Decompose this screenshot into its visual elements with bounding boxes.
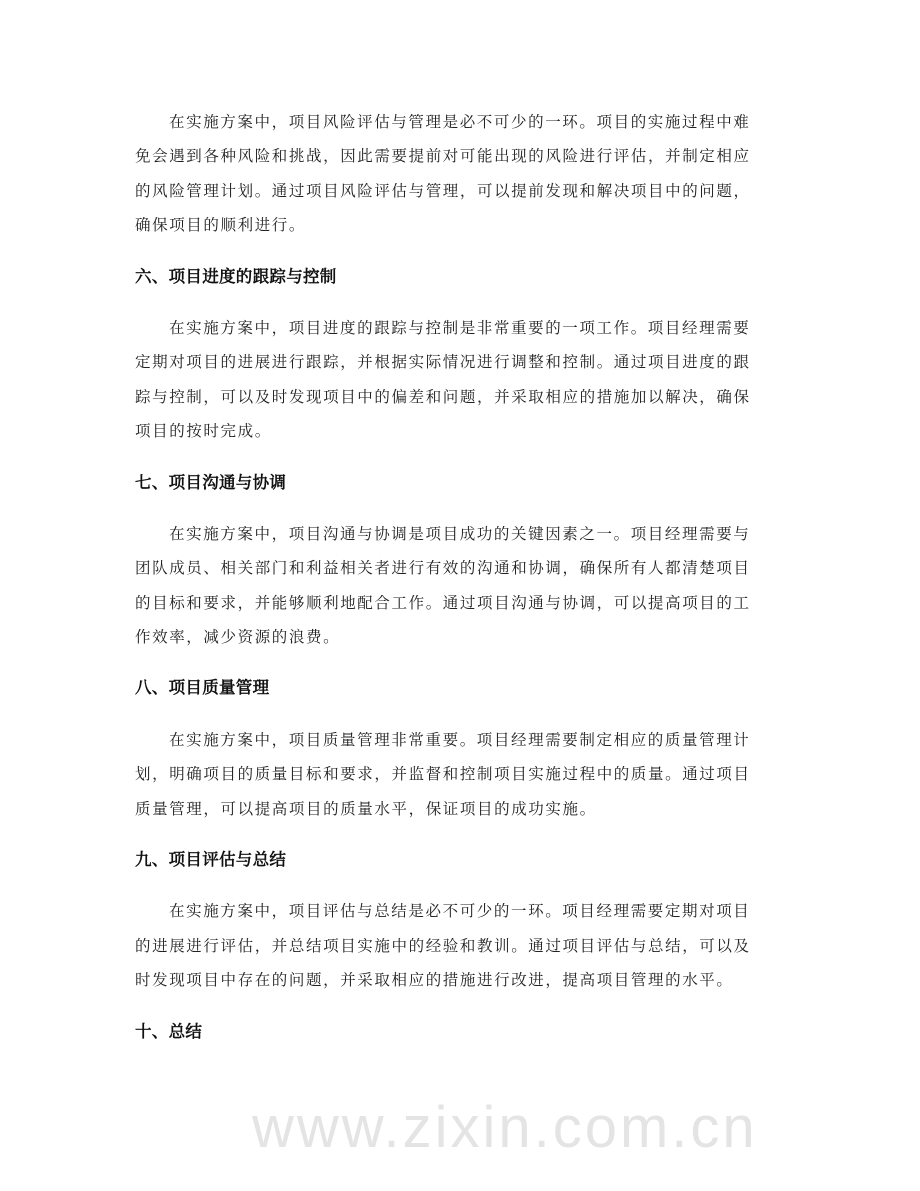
paragraph-line: 在实施方案中，项目质量管理非常重要。项目经理需要制定相应的质量管理计: [169, 730, 751, 749]
document-page: [135, 105, 790, 1066]
paragraph: [135, 105, 790, 243]
section-heading: 九、项目评估与总结: [135, 850, 287, 870]
paragraph-line: 确保项目的顺利进行。: [135, 216, 307, 235]
paragraph-line: 时发现项目中存在的问题，并采取相应的措施进行改进，提高项目管理的水平。: [135, 971, 734, 990]
paragraph-line: 的进展进行评估，并总结项目实施中的经验和教训。通过项目评估与总结，可以及: [135, 936, 751, 955]
paragraph-line: 划，明确项目的质量目标和要求，并监督和控制项目实施过程中的质量。通过项目: [135, 765, 751, 784]
paragraph: [135, 723, 790, 826]
paragraph: [135, 517, 790, 655]
section-heading: 六、项目进度的跟踪与控制: [135, 266, 337, 286]
section-heading: 八、项目质量管理: [135, 678, 270, 698]
paragraph-line: 在实施方案中，项目沟通与协调是项目成功的关键因素之一。项目经理需要与: [169, 524, 751, 543]
paragraph-line: 踪与控制，可以及时发现项目中的偏差和问题，并采取相应的措施加以解决，确保: [135, 387, 751, 406]
paragraph-line: 免会遇到各种风险和挑战，因此需要提前对可能出现的风险进行评估，并制定相应: [135, 147, 751, 166]
section-heading: 七、项目沟通与协调: [135, 472, 287, 492]
paragraph-line: 项目的按时完成。: [135, 422, 272, 441]
paragraph-line: 团队成员、相关部门和利益相关者进行有效的沟通和协调，确保所有人都清楚项目: [135, 559, 751, 578]
paragraph: [135, 311, 790, 449]
paragraph: [135, 894, 790, 997]
paragraph-line: 在实施方案中，项目进度的跟踪与控制是非常重要的一项工作。项目经理需要: [169, 318, 751, 337]
paragraph-line: 的目标和要求，并能够顺利地配合工作。通过项目沟通与协调，可以提高项目的工: [135, 593, 751, 612]
paragraph-line: 定期对项目的进展进行跟踪，并根据实际情况进行调整和控制。通过项目进度的跟: [135, 353, 751, 372]
paragraph-line: 作效率，减少资源的浪费。: [135, 628, 341, 647]
watermark: www.zixin.com.cn: [252, 1095, 758, 1160]
paragraph-line: 在实施方案中，项目评估与总结是必不可少的一环。项目经理需要定期对项目: [169, 902, 751, 921]
paragraph-line: 的风险管理计划。通过项目风险评估与管理，可以提前发现和解决项目中的问题，: [135, 181, 751, 200]
paragraph-line: 质量管理，可以提高项目的质量水平，保证项目的成功实施。: [135, 799, 597, 818]
paragraph-line: 在实施方案中，项目风险评估与管理是必不可少的一环。项目的实施过程中难: [169, 113, 751, 131]
section-heading: 十、总结: [135, 1021, 203, 1041]
